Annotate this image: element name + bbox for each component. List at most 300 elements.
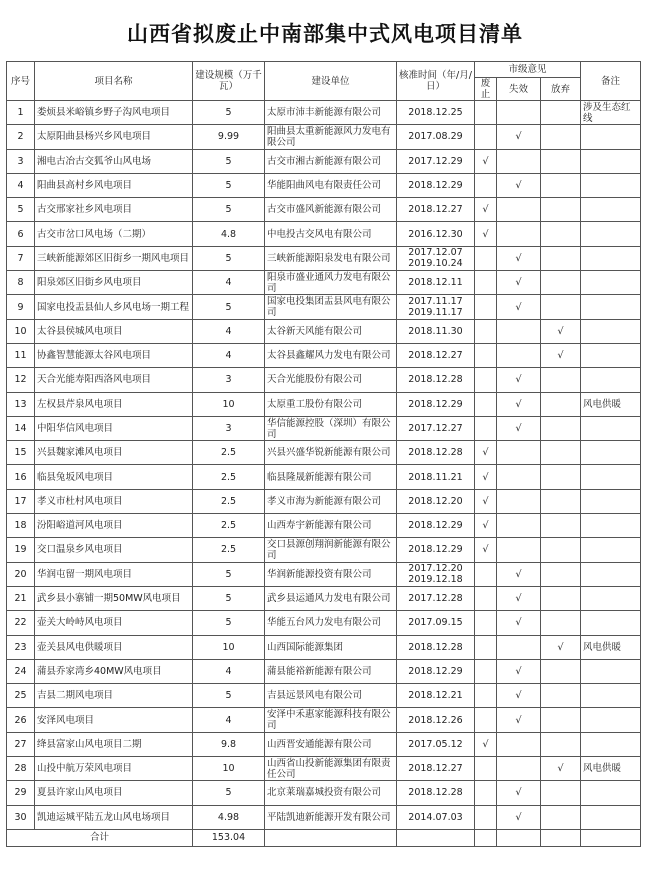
table-row [7,757,641,781]
row-unit: 吉县远景风电有限公司 [265,684,397,708]
row-abandon-mark [541,416,581,440]
row-abolish-mark [475,659,497,683]
row-seq: 23 [7,635,35,659]
row-abandon-mark [541,173,581,197]
row-seq: 5 [7,198,35,222]
row-abandon-mark [541,222,581,246]
row-note [581,659,641,683]
row-scale: 5 [193,611,265,635]
row-project-name: 华润屯留一期风电项目 [35,562,193,586]
row-scale: 4.8 [193,222,265,246]
row-approval-date: 2018.12.29 [397,659,475,683]
date-line: 2017.12.20 [408,563,463,575]
row-approval-date: 2017.12.28 [397,586,475,610]
row-abandon-mark [541,538,581,562]
row-project-name: 太谷县侯城风电项目 [35,319,193,343]
row-abolish-mark [475,805,497,829]
row-invalid-mark: √ [497,659,541,683]
table-row [7,489,641,513]
table-row [7,368,641,392]
row-invalid-mark [497,319,541,343]
table-row [7,149,641,173]
table-row [7,538,641,562]
row-scale: 9.8 [193,732,265,756]
table-row [7,805,641,829]
row-invalid-mark: √ [497,708,541,732]
row-unit: 太谷县鑫耀风力发电有限公司 [265,343,397,367]
row-approval-date [397,246,475,270]
row-abolish-mark: √ [475,198,497,222]
table-row [7,392,641,416]
row-note [581,514,641,538]
row-note [581,805,641,829]
row-scale: 9.99 [193,125,265,149]
row-abolish-mark [475,392,497,416]
row-unit: 中电投古交风电有限公司 [265,222,397,246]
row-invalid-mark: √ [497,684,541,708]
row-note [581,441,641,465]
header-seq: 序号 [7,62,35,101]
row-unit: 蒲县能裕新能源有限公司 [265,659,397,683]
header-note: 备注 [581,62,641,101]
row-project-name: 湘电古冶古交狐爷山风电场 [35,149,193,173]
row-approval-date: 2017.12.27 [397,416,475,440]
row-approval-date: 2018.12.20 [397,489,475,513]
header-date: 核准时间（年/月/日） [397,62,475,101]
row-scale: 10 [193,757,265,781]
row-abolish-mark [475,271,497,295]
row-abandon-mark [541,198,581,222]
row-note [581,732,641,756]
row-project-name: 绛县富家山风电项目二期 [35,732,193,756]
row-approval-date: 2014.07.03 [397,805,475,829]
project-table [6,61,641,847]
row-note: 风电供暖 [581,757,641,781]
row-note [581,586,641,610]
row-abolish-mark [475,101,497,125]
header-opinion: 市级意见 [475,62,581,78]
row-note [581,149,641,173]
row-abolish-mark [475,635,497,659]
row-note [581,173,641,197]
row-scale: 5 [193,173,265,197]
row-abandon-mark [541,732,581,756]
table-row [7,684,641,708]
table-row [7,125,641,149]
row-approval-date: 2017.05.12 [397,732,475,756]
row-approval-date: 2018.12.27 [397,343,475,367]
table-row [7,586,641,610]
row-project-name: 中阳华信风电项目 [35,416,193,440]
row-abolish-mark: √ [475,222,497,246]
table-row [7,441,641,465]
row-abolish-mark [475,416,497,440]
row-approval-date: 2018.12.28 [397,441,475,465]
row-unit: 国家电投集团盂县风电有限公司 [265,295,397,319]
row-abandon-mark: √ [541,319,581,343]
row-abandon-mark [541,125,581,149]
row-project-name: 国家电投盂县仙人乡风电场一期工程 [35,295,193,319]
row-approval-date: 2017.08.29 [397,125,475,149]
row-unit: 古交市盛风新能源有限公司 [265,198,397,222]
row-unit: 平陆凯迪新能源开发有限公司 [265,805,397,829]
row-invalid-mark: √ [497,295,541,319]
row-abandon-mark: √ [541,635,581,659]
row-abolish-mark [475,368,497,392]
table-row [7,101,641,125]
row-abandon-mark [541,465,581,489]
row-seq: 18 [7,514,35,538]
row-seq: 16 [7,465,35,489]
row-seq: 27 [7,732,35,756]
row-abandon-mark [541,489,581,513]
row-scale: 10 [193,635,265,659]
row-unit: 阳曲县太重新能源风力发电有限公司 [265,125,397,149]
row-abandon-mark [541,659,581,683]
row-project-name: 古交邢家社乡风电项目 [35,198,193,222]
row-seq: 15 [7,441,35,465]
row-seq: 17 [7,489,35,513]
row-invalid-mark: √ [497,611,541,635]
row-note [581,368,641,392]
header-unit: 建设单位 [265,62,397,101]
row-scale: 5 [193,101,265,125]
row-invalid-mark [497,489,541,513]
row-note [581,489,641,513]
table-row [7,319,641,343]
row-scale: 5 [193,586,265,610]
row-note [581,271,641,295]
row-project-name: 蒲县乔家湾乡40MW风电项目 [35,659,193,683]
row-abandon-mark: √ [541,757,581,781]
row-project-name: 古交市岔口风电场（二期） [35,222,193,246]
row-approval-date: 2016.12.30 [397,222,475,246]
row-seq: 14 [7,416,35,440]
row-seq: 9 [7,295,35,319]
row-invalid-mark: √ [497,368,541,392]
row-unit: 太原市沛丰新能源有限公司 [265,101,397,125]
row-project-name: 左权县芹泉风电项目 [35,392,193,416]
row-scale: 2.5 [193,489,265,513]
row-scale: 5 [193,295,265,319]
table-row [7,659,641,683]
header-abandon: 放弃 [541,78,581,101]
row-abandon-mark: √ [541,343,581,367]
row-invalid-mark: √ [497,562,541,586]
row-project-name: 娄烦县米峪镇乡野子沟风电项目 [35,101,193,125]
row-abandon-mark [541,441,581,465]
row-invalid-mark [497,514,541,538]
row-seq: 21 [7,586,35,610]
row-approval-date: 2018.11.21 [397,465,475,489]
row-unit: 安泽中禾惠家能源科技有限公司 [265,708,397,732]
row-note: 风电供暖 [581,635,641,659]
total-scale: 153.04 [193,829,265,846]
row-invalid-mark: √ [497,173,541,197]
row-approval-date: 2018.12.27 [397,757,475,781]
row-approval-date: 2018.12.29 [397,514,475,538]
row-seq: 4 [7,173,35,197]
row-scale: 5 [193,562,265,586]
row-abandon-mark [541,368,581,392]
row-invalid-mark: √ [497,271,541,295]
row-scale: 5 [193,781,265,805]
row-invalid-mark [497,465,541,489]
table-row [7,343,641,367]
row-abolish-mark: √ [475,538,497,562]
row-abandon-mark [541,295,581,319]
row-scale: 2.5 [193,514,265,538]
row-approval-date: 2018.12.29 [397,173,475,197]
row-invalid-mark: √ [497,392,541,416]
row-approval-date: 2018.12.29 [397,538,475,562]
header-abolish: 废止 [475,78,497,101]
date-line: 2017.11.17 [408,296,463,308]
row-project-name: 壶关县风电供暖项目 [35,635,193,659]
row-unit: 山西省山投新能源集团有限责任公司 [265,757,397,781]
row-project-name: 夏县许家山风电项目 [35,781,193,805]
table-row [7,732,641,756]
row-abandon-mark [541,392,581,416]
table-row [7,562,641,586]
date-line: 2017.12.07 [408,247,463,259]
row-abolish-mark [475,562,497,586]
row-project-name: 壶关大岭峙风电项目 [35,611,193,635]
table-row [7,271,641,295]
row-note [581,708,641,732]
row-invalid-mark [497,343,541,367]
row-project-name: 汾阳峪道河风电项目 [35,514,193,538]
row-seq: 2 [7,125,35,149]
header-row-1 [7,62,641,78]
row-note [581,611,641,635]
row-seq: 25 [7,684,35,708]
row-approval-date: 2017.12.29 [397,149,475,173]
row-seq: 30 [7,805,35,829]
row-invalid-mark [497,198,541,222]
row-unit: 北京莱瑞嘉城投资有限公司 [265,781,397,805]
row-project-name: 太原阳曲县杨兴乡风电项目 [35,125,193,149]
row-abolish-mark [475,781,497,805]
row-project-name: 交口温泉乡风电项目 [35,538,193,562]
row-abolish-mark: √ [475,441,497,465]
row-seq: 10 [7,319,35,343]
table-row [7,198,641,222]
total-row [7,829,641,846]
row-note [581,125,641,149]
row-abolish-mark: √ [475,149,497,173]
row-project-name: 孝义市杜村风电项目 [35,489,193,513]
row-unit: 太原重工股份有限公司 [265,392,397,416]
row-unit: 太谷新天风能有限公司 [265,319,397,343]
row-invalid-mark: √ [497,416,541,440]
row-invalid-mark [497,101,541,125]
row-note [581,465,641,489]
row-seq: 8 [7,271,35,295]
row-seq: 28 [7,757,35,781]
table-row [7,465,641,489]
table-row [7,514,641,538]
row-approval-date: 2018.11.30 [397,319,475,343]
row-seq: 19 [7,538,35,562]
row-approval-date: 2018.12.26 [397,708,475,732]
row-project-name: 协鑫智慧能源太谷风电项目 [35,343,193,367]
row-scale: 4.98 [193,805,265,829]
page-title: 山西省拟废止中南部集中式风电项目清单 [127,22,523,46]
header-scale: 建设规模（万千瓦） [193,62,265,101]
row-project-name: 山投中航万荣风电项目 [35,757,193,781]
row-seq: 29 [7,781,35,805]
row-abolish-mark [475,295,497,319]
row-approval-date: 2018.12.11 [397,271,475,295]
date-line: 2019.11.17 [408,307,463,319]
row-invalid-mark [497,538,541,562]
row-seq: 12 [7,368,35,392]
row-scale: 5 [193,198,265,222]
row-approval-date: 2018.12.28 [397,635,475,659]
row-invalid-mark: √ [497,781,541,805]
row-abandon-mark [541,514,581,538]
row-seq: 7 [7,246,35,270]
row-abandon-mark [541,246,581,270]
row-invalid-mark [497,732,541,756]
row-approval-date [397,562,475,586]
row-invalid-mark [497,757,541,781]
row-abolish-mark [475,246,497,270]
row-approval-date: 2018.12.29 [397,392,475,416]
row-seq: 11 [7,343,35,367]
row-abolish-mark [475,586,497,610]
row-note [581,319,641,343]
row-seq: 1 [7,101,35,125]
row-unit: 华能阳曲风电有限责任公司 [265,173,397,197]
row-scale: 4 [193,659,265,683]
row-abandon-mark [541,101,581,125]
row-seq: 26 [7,708,35,732]
row-abandon-mark [541,684,581,708]
table-row [7,222,641,246]
row-unit: 华润新能源投资有限公司 [265,562,397,586]
row-note [581,562,641,586]
row-invalid-mark: √ [497,125,541,149]
row-project-name: 临县兔坂风电项目 [35,465,193,489]
row-invalid-mark: √ [497,586,541,610]
row-approval-date: 2017.09.15 [397,611,475,635]
row-note: 涉及生态红线 [581,101,641,125]
row-abolish-mark: √ [475,489,497,513]
row-seq: 13 [7,392,35,416]
header-name: 项目名称 [35,62,193,101]
row-abolish-mark: √ [475,732,497,756]
row-abolish-mark: √ [475,465,497,489]
table-row [7,416,641,440]
row-abolish-mark [475,684,497,708]
row-note [581,295,641,319]
total-label: 合计 [7,829,193,846]
row-abolish-mark [475,708,497,732]
row-project-name: 天合光能寿阳西洛风电项目 [35,368,193,392]
row-scale: 5 [193,246,265,270]
row-unit: 山西国际能源集团 [265,635,397,659]
row-approval-date: 2018.12.28 [397,368,475,392]
row-abandon-mark [541,586,581,610]
row-project-name: 三峡新能源郊区旧街乡一期风电项目 [35,246,193,270]
row-seq: 20 [7,562,35,586]
row-invalid-mark [497,149,541,173]
row-scale: 3 [193,368,265,392]
table-row [7,246,641,270]
row-unit: 华信能源控股（深圳）有限公司 [265,416,397,440]
row-scale: 5 [193,149,265,173]
row-project-name: 凯迪运城平陆五龙山风电场项目 [35,805,193,829]
row-seq: 22 [7,611,35,635]
table-row [7,295,641,319]
row-project-name: 安泽风电项目 [35,708,193,732]
row-abandon-mark [541,149,581,173]
row-project-name: 兴县魏家滩风电项目 [35,441,193,465]
row-abolish-mark [475,319,497,343]
row-abandon-mark [541,611,581,635]
row-seq: 3 [7,149,35,173]
row-invalid-mark: √ [497,805,541,829]
row-invalid-mark: √ [497,246,541,270]
row-unit: 孝义市海为新能源有限公司 [265,489,397,513]
row-unit: 山西寿宇新能源有限公司 [265,514,397,538]
row-scale: 4 [193,708,265,732]
row-abolish-mark [475,125,497,149]
table-row [7,708,641,732]
row-note [581,343,641,367]
row-unit: 阳泉市盛业通风力发电有限公司 [265,271,397,295]
row-abandon-mark [541,562,581,586]
row-unit: 武乡县运通风力发电有限公司 [265,586,397,610]
row-scale: 5 [193,684,265,708]
date-line: 2019.10.24 [408,258,463,270]
row-unit: 交口县源创翔润新能源有限公司 [265,538,397,562]
row-scale: 2.5 [193,538,265,562]
row-unit: 三峡新能源阳泉发电有限公司 [265,246,397,270]
row-unit: 临县隆晟新能源有限公司 [265,465,397,489]
row-invalid-mark [497,441,541,465]
row-approval-date [397,295,475,319]
row-scale: 2.5 [193,441,265,465]
row-abolish-mark [475,173,497,197]
row-unit: 山西晋安通能源有限公司 [265,732,397,756]
row-project-name: 武乡县小寨铺一期50MW风电项目 [35,586,193,610]
row-unit: 兴县兴盛华锐新能源有限公司 [265,441,397,465]
row-abolish-mark: √ [475,514,497,538]
row-abandon-mark [541,708,581,732]
row-abandon-mark [541,781,581,805]
row-abandon-mark [541,271,581,295]
row-note [581,416,641,440]
row-scale: 4 [193,271,265,295]
row-scale: 2.5 [193,465,265,489]
row-unit: 天合光能股份有限公司 [265,368,397,392]
header-invalid: 失效 [497,78,541,101]
row-scale: 10 [193,392,265,416]
row-note [581,246,641,270]
row-invalid-mark [497,222,541,246]
row-abolish-mark [475,757,497,781]
row-approval-date: 2018.12.28 [397,781,475,805]
row-abolish-mark [475,343,497,367]
row-abandon-mark [541,805,581,829]
row-scale: 4 [193,343,265,367]
row-note [581,222,641,246]
table-row [7,781,641,805]
row-approval-date: 2018.12.21 [397,684,475,708]
